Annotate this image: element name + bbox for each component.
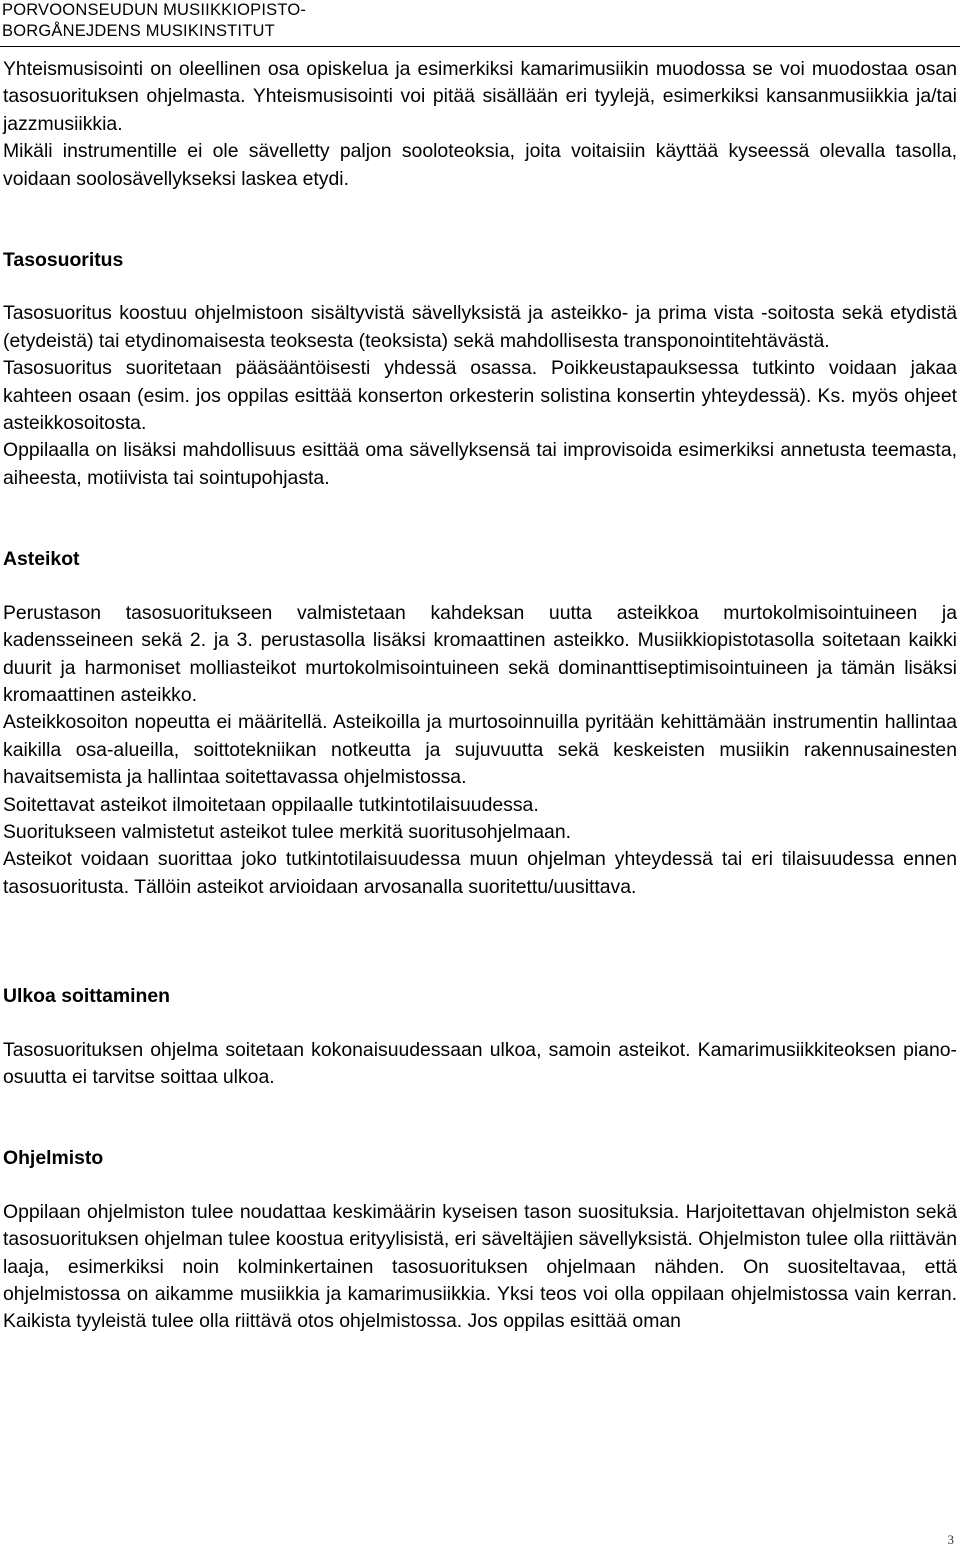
- section-paragraph: Tasosuoritus koostuu ohjelmistoon sisältyvistä sävellyksistä ja asteikko- ja prima vista -soitosta sekä etydistä (etydeistä) tai etydinomaisesta teoksesta (teoksista) sekä mahdollisesta transponointitehtävästä.: [3, 302, 957, 352]
- page-number: 3: [947, 1532, 954, 1547]
- section-paragraph: Tasosuorituksen ohjelma soitetaan kokonaisuudessaan ulkoa, samoin asteikot. Kamarimusiikkiteoksen piano-osuutta ei tarvitse soittaa ulkoa.: [3, 1038, 957, 1088]
- section-paragraph: Perustason tasosuoritukseen valmistetaan kahdeksan uutta asteikkoa murtokolmisointuineen ja kadensseineen sekä 2. ja 3. perustasolla lisäksi kromaattinen asteikko. Musiikkiopistotasolla soitetaan kaikki duurit ja harmoniset molliasteikot murtokolmisointuineen sekä dominanttiseptimisointuineen ja tämän lisäksi kromaattinen asteikko.: [3, 601, 957, 706]
- section-paragraph: Oppilaan ohjelmiston tulee noudattaa keskimäärin kyseisen tason suosituksia. Harjoitettavan ohjelmiston sekä tasosuorituksen ohjelman tulee koostua erityylisistä, eri säveltäjien sävellyksistä. Ohjelmiston tulee olla riittävän laaja, esimerkiksi noin kolminkertainen tasosuorituksen ohjelmaan nähden. On suositeltavaa, että ohjelmistossa on aikamme musiikkia ja kamarimusiikkia. Yksi teos voi olla oppilaan ohjelmistossa vain kerran. Kaikista tyyleistä tulee olla riittävä otos ohjelmistossa. Jos oppilas esittää oman: [3, 1200, 957, 1333]
- section-heading-ohjelmisto: Ohjelmisto: [3, 1147, 104, 1170]
- section-heading-asteikot: Asteikot: [3, 548, 80, 571]
- intro-paragraph: Mikäli instrumentille ei ole sävelletty paljon sooloteoksia, joita voitaisiin käyttää kyseessä olevalla tasolla, voidaan soolosävellykseksi laskea etydi.: [3, 140, 957, 190]
- page-header: [2, 0, 942, 42]
- section-heading-tasosuoritus: Tasosuoritus: [3, 249, 124, 272]
- header-rule: [0, 46, 960, 47]
- section-paragraph: Suoritukseen valmistetut asteikot tulee merkitä suoritusohjelmaan.: [3, 820, 571, 843]
- section-heading-ulkoa-soittaminen: Ulkoa soittaminen: [3, 985, 171, 1008]
- section-paragraph: Soitettavat asteikot ilmoitetaan oppilaalle tutkintotilaisuudessa.: [3, 793, 539, 816]
- institution-name-fi: PORVOONSEUDUN MUSIIKKIOPISTO-: [2, 1, 307, 19]
- intro-paragraph: Yhteismusisointi on oleellinen osa opiskelua ja esimerkiksi kamarimusiikin muodossa se voi muodostaa osan tasosuorituksen ohjelmasta. Yhteismusisointi voi pitää sisällään eri tyylejä, esimerkiksi kansanmusiikkia ja/tai jazzmusiikkia.: [3, 58, 957, 135]
- document-body: [3, 56, 957, 1336]
- section-paragraph: Oppilaalla on lisäksi mahdollisuus esittää oma sävellyksensä tai improvisoida esimerkiksi annetusta teemasta, aiheesta, motiivista tai sointupohjasta.: [3, 439, 957, 489]
- section-paragraph: Asteikkosoiton nopeutta ei määritellä. Asteikoilla ja murtosoinnuilla pyritään kehittämään instrumentin hallintaa kaikilla osa-alueilla, soittotekniikan notkeutta ja sujuvuutta sekä keskeisten musiikin rakennusainesten havaitsemista ja hallintaa soitettavassa ohjelmistossa.: [3, 711, 957, 789]
- section-paragraph: Asteikot voidaan suorittaa joko tutkintotilaisuudessa muun ohjelman yhteydessä tai eri tilaisuudessa ennen tasosuoritusta. Tällöin asteikot arvioidaan arvosanalla suoritettu/uusittava.: [3, 848, 957, 898]
- institution-name-sv: BORGÅNEJDENS MUSIKINSTITUT: [2, 22, 275, 40]
- section-paragraph: Tasosuoritus suoritetaan pääsääntöisesti yhdessä osassa. Poikkeustapauksessa tutkinto voidaan jakaa kahteen osaan (esim. jos oppilas esittää konserton orkesterin solistina konsertin yhteydessä). Ks. myös ohjeet asteikkosoitosta.: [3, 357, 957, 435]
